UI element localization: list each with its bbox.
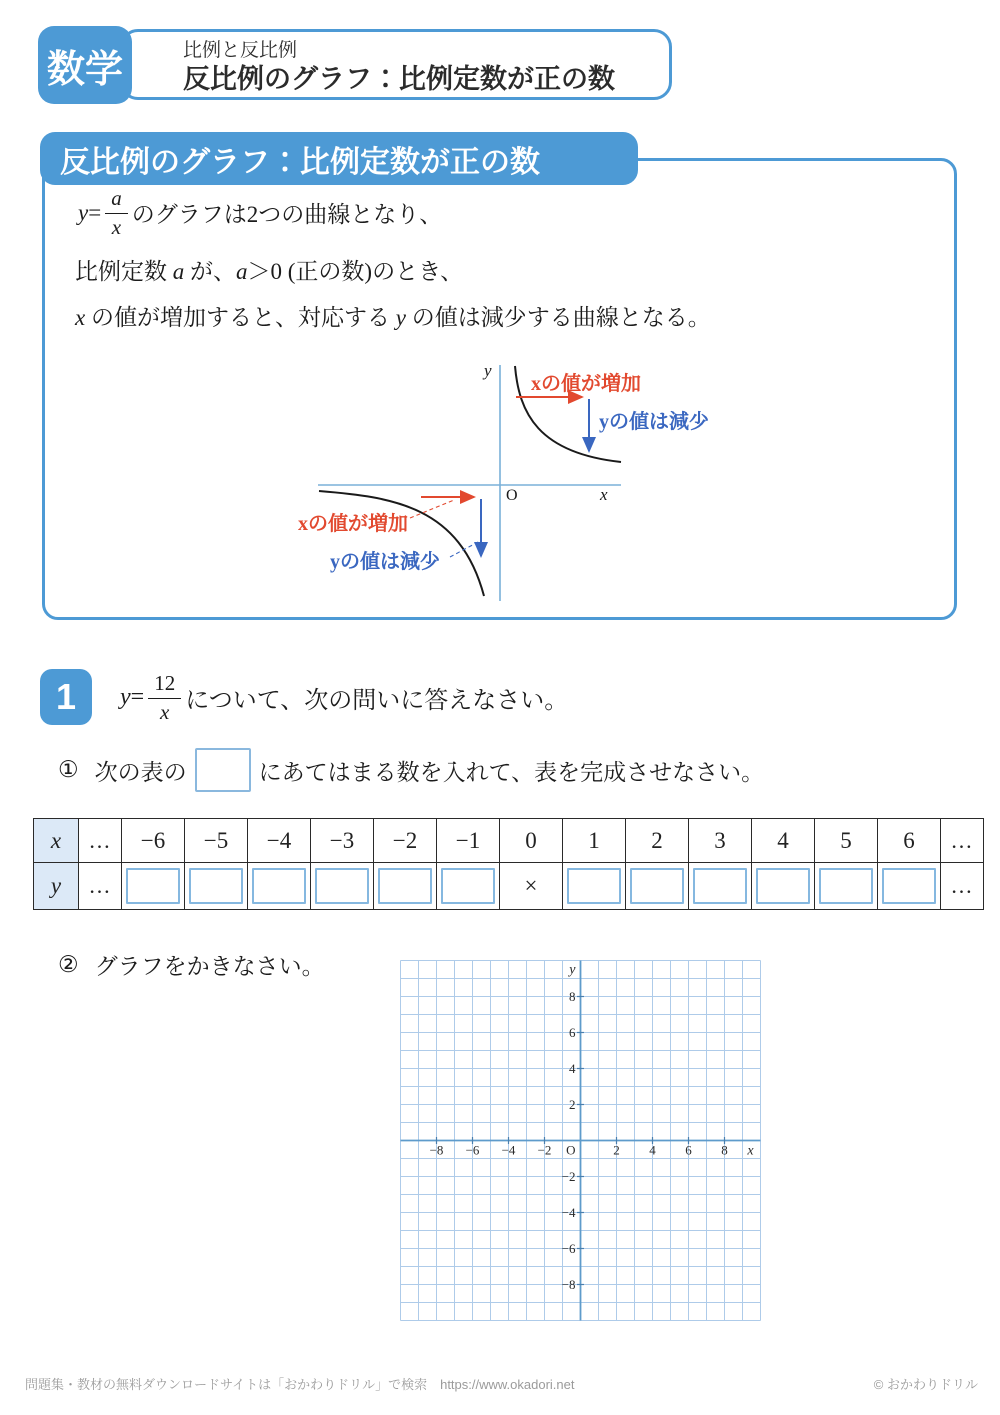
subject-badge: 数学: [38, 26, 132, 104]
answer-box[interactable]: [756, 868, 810, 904]
answer-box[interactable]: [378, 868, 432, 904]
lower-y-decrease-label: yの値は減少: [330, 551, 440, 573]
y-tick-label: 4: [569, 1061, 576, 1076]
formula-lhs: y: [78, 199, 89, 225]
table-y-cell: [311, 863, 374, 910]
table-ellipsis: …: [79, 863, 122, 910]
hyperbola-lower-branch: [319, 491, 484, 596]
table-x-value: 0: [500, 819, 563, 863]
table-x-row: [34, 819, 984, 863]
table-x-value: −3: [311, 819, 374, 863]
table-ellipsis: …: [79, 819, 122, 863]
answer-grid[interactable]: [400, 957, 761, 1323]
table-ellipsis: …: [941, 819, 984, 863]
illu-origin-label: O: [506, 487, 518, 504]
table-ellipsis: …: [941, 863, 984, 910]
table-y-cell: [626, 863, 689, 910]
table-x-value: 2: [626, 819, 689, 863]
table-y-cell: [122, 863, 185, 910]
x-tick-label: 4: [649, 1142, 656, 1158]
table-y-row: [34, 863, 984, 910]
hyperbola-illustration: [288, 358, 728, 608]
theory-box: [42, 158, 957, 620]
x-tick-label: 8: [721, 1142, 728, 1158]
grid-x-axis-label: x: [747, 1143, 754, 1159]
page-title: 反比例のグラフ：比例定数が正の数: [183, 63, 615, 94]
answer-box[interactable]: [252, 868, 306, 904]
illu-x-axis-label: x: [600, 485, 608, 504]
lower-x-increase-label: xの値が増加: [298, 513, 408, 535]
upper-x-increase-label: xの値が増加: [531, 373, 641, 395]
fraction-numerator: a: [105, 187, 128, 214]
fraction-denominator: x: [111, 215, 122, 239]
fraction: [105, 187, 128, 238]
question-1: [58, 748, 764, 792]
var-a: a: [236, 259, 248, 284]
y-tick-label: 2: [569, 1097, 576, 1112]
theory-line-3: [75, 299, 711, 332]
y-tick-label: −6: [561, 1241, 576, 1256]
var-a: a: [172, 259, 185, 284]
table-x-value: −6: [122, 819, 185, 863]
question-2: [58, 948, 325, 981]
theory-line-2: [75, 253, 463, 286]
table-x-value: 5: [815, 819, 878, 863]
answer-box[interactable]: [693, 868, 747, 904]
value-table: [33, 818, 984, 910]
footer-site-info: 問題集・教材の無料ダウンロードサイトは「おかわりドリル」で検索 https://www.okadori.net: [25, 1377, 575, 1392]
formula-lhs: y: [120, 683, 131, 710]
answer-box[interactable]: [567, 868, 621, 904]
formula-suffix: のグラフは2つの曲線となり、: [131, 202, 443, 227]
fraction-denominator: x: [160, 699, 170, 724]
answer-box[interactable]: [819, 868, 873, 904]
worksheet-title-box: [120, 29, 672, 100]
formula-equals: =: [88, 199, 102, 225]
text-segment: ＞0 (正の数)のとき、: [247, 259, 464, 284]
section-banner: 反比例のグラフ：比例定数が正の数: [40, 132, 638, 185]
blank-box[interactable]: [195, 748, 251, 792]
table-x-value: −5: [185, 819, 248, 863]
answer-box[interactable]: [630, 868, 684, 904]
table-y-cell: [752, 863, 815, 910]
lower-red-leader-line: [410, 500, 454, 518]
text-segment: 比例定数: [75, 259, 173, 284]
illu-y-axis-label: y: [484, 361, 492, 380]
question-1-text-pre: 次の表の: [94, 759, 187, 785]
text-segment: の値は減少する曲線となる。: [405, 305, 711, 330]
table-x-value: 3: [689, 819, 752, 863]
answer-box[interactable]: [315, 868, 369, 904]
table-y-cell: [185, 863, 248, 910]
grid-y-axis-label: y: [569, 962, 576, 978]
question-1-text-post: にあてはまる数を入れて、表を完成させなさい。: [258, 759, 765, 785]
table-y-cell: [563, 863, 626, 910]
y-tick-label: −4: [561, 1205, 576, 1220]
question-2-marker: ②: [58, 951, 79, 977]
answer-box[interactable]: [882, 868, 936, 904]
x-tick-label: −6: [465, 1142, 480, 1158]
x-tick-label: −4: [501, 1142, 516, 1158]
table-x-value: −1: [437, 819, 500, 863]
var-y: y: [395, 305, 406, 330]
table-y-header: y: [34, 863, 79, 910]
text-segment: が、: [184, 259, 236, 284]
y-tick-label: 6: [569, 1025, 576, 1040]
table-x-value: −4: [248, 819, 311, 863]
problem-number-badge: 1: [40, 669, 92, 725]
y-tick-label: −2: [561, 1169, 576, 1184]
table-y-cell: [878, 863, 941, 910]
theory-formula-line: [78, 187, 442, 238]
question-2-text: グラフをかきなさい。: [94, 954, 325, 979]
table-y-cell: [815, 863, 878, 910]
lower-blue-leader-line: [450, 541, 480, 557]
table-x-value: 4: [752, 819, 815, 863]
problem-statement: [120, 666, 568, 728]
x-tick-label: −8: [429, 1142, 444, 1158]
text-segment: の値が増加すると、対応する: [85, 305, 396, 330]
x-tick-label: −2: [537, 1142, 552, 1158]
unit-name: 比例と反比例: [183, 40, 298, 61]
problem-text: について、次の問いに答えなさい。: [185, 687, 569, 714]
table-x-value: 6: [878, 819, 941, 863]
formula-equals: =: [130, 683, 145, 710]
y-tick-label: 8: [569, 989, 576, 1004]
table-y-cell: [689, 863, 752, 910]
table-x-value: 1: [563, 819, 626, 863]
question-1-marker: ①: [58, 757, 79, 782]
table-x-value: −2: [374, 819, 437, 863]
fraction-numerator: 12: [148, 672, 181, 699]
var-x: x: [75, 305, 86, 330]
y-tick-label: −8: [561, 1277, 576, 1292]
table-x-header: x: [34, 819, 79, 863]
table-y-cell: [437, 863, 500, 910]
x-tick-label: 2: [613, 1142, 620, 1158]
table-y-cell: [374, 863, 437, 910]
answer-box[interactable]: [126, 868, 180, 904]
fraction: [148, 672, 181, 723]
upper-y-decrease-label: yの値は減少: [599, 411, 709, 433]
footer-copyright: © おかわりドリル: [873, 1377, 978, 1392]
table-y-undefined: ×: [500, 863, 563, 910]
grid-origin-label: O: [566, 1142, 576, 1158]
answer-box[interactable]: [189, 868, 243, 904]
x-tick-label: 6: [685, 1142, 692, 1158]
table-y-cell: [248, 863, 311, 910]
answer-box[interactable]: [441, 868, 495, 904]
